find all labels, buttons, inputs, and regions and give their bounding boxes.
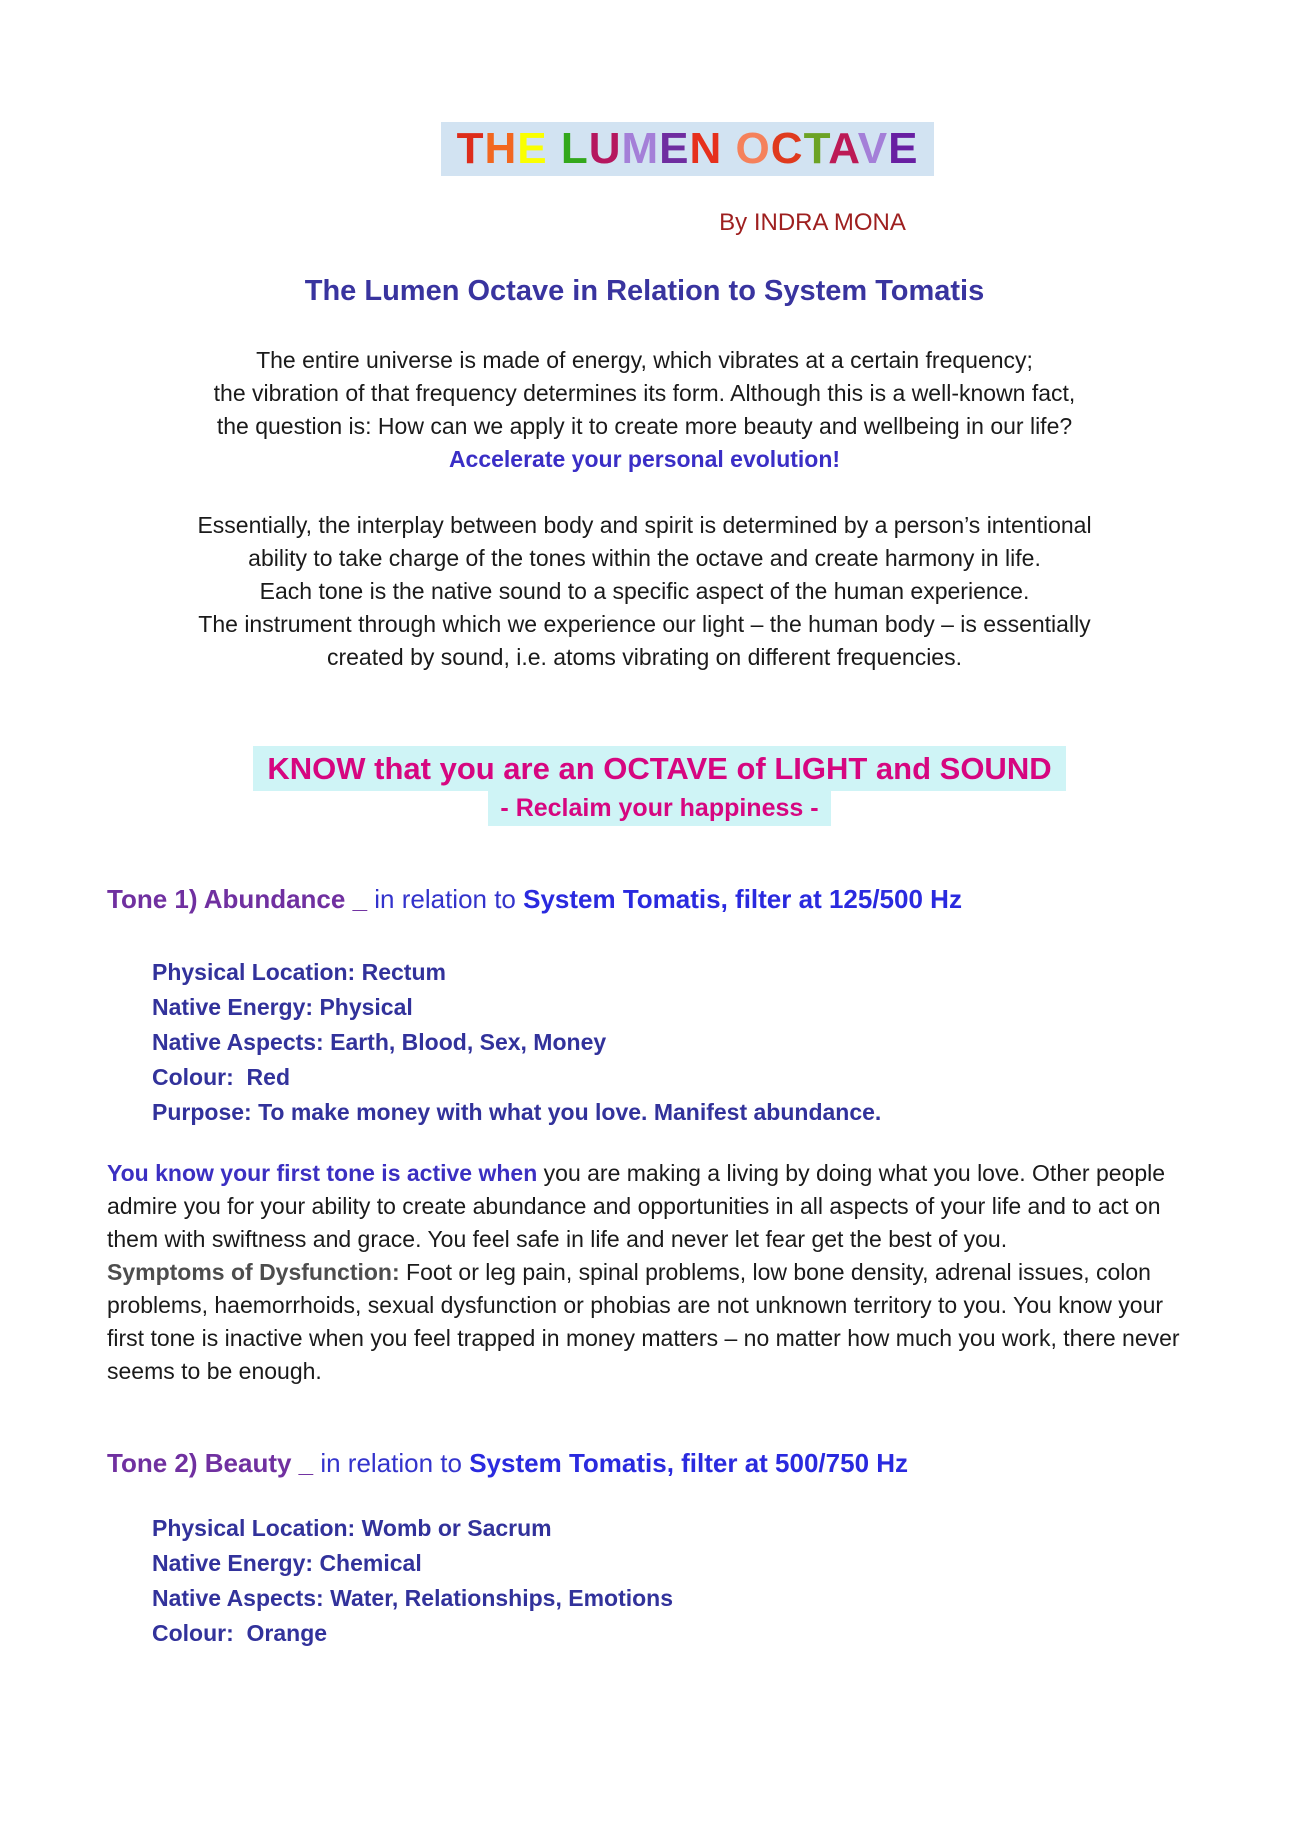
title-letter-space [722,124,735,173]
tone1-active-paragraph [107,1157,1182,1256]
tone2-attributes [152,1511,1182,1651]
attribute-line: Native Energy: Physical [152,994,413,1020]
attribute-line: Native Energy: Chemical [152,1550,422,1576]
intro2-line: Essentially, the interplay between body and spirit is determined by a person’s intentional [197,512,1092,538]
tone1-attributes [152,955,1182,1130]
attribute-line: Colour: Orange [152,1620,328,1646]
title-letter-space [548,124,561,173]
attribute-line: Native Aspects: Earth, Blood, Sex, Money [152,1029,607,1055]
byline: By INDRA MONA [719,209,906,236]
title-letter: T [456,124,485,173]
attribute-line: Physical Location: Rectum [152,959,446,985]
intro2-line: created by sound, i.e. atoms vibrating on different frequencies. [326,644,962,670]
title-letter: T [803,124,829,173]
tone1-active-lead: You know your first tone is active when [107,1160,538,1186]
know-banner: KNOW that you are an OCTAVE of LIGHT and SOUND [253,746,1065,791]
attribute-line: Native Aspects: Water, Relationships, Emotions [152,1585,674,1611]
tone1-dysfunction-paragraph [107,1256,1182,1388]
tone1-active-text: you are making a living by doing what you love. Other people admire you for your ability to create abundance and opportunities in all aspects of your life and to act on them with swiftness and grace. You feel safe in life and never let fear get the best of you. [107,1160,1166,1252]
intro1-line: the vibration of that frequency determines its form. Although this is a well-known fact, [213,380,1076,406]
tone1-connector: in relation to [367,884,524,914]
document-title [107,122,1182,176]
title-letter: N [689,124,723,173]
intro2-line: ability to take charge of the tones within the octave and create harmony in life. [248,545,1041,571]
reclaim-banner: - Reclaim your happiness - [488,791,830,826]
intro1-line: The entire universe is made of energy, which vibrates at a certain frequency; [256,347,1033,373]
tone1-title: Tone 1) Abundance _ [107,884,368,914]
title-letter: U [588,124,622,173]
tone2-filter: System Tomatis, filter at 500/750 Hz [469,1448,909,1478]
attribute-line: Physical Location: Womb or Sacrum [152,1515,552,1541]
tone1-dysfunction-text: Foot or leg pain, spinal problems, low bone density, adrenal issues, colon problems, haemorrhoids, sexual dysfunction or phobias are not unknown territory to you. You know your first tone is inactive when you feel trapped in money matters – no matter how much you work, there never seems to be enough. [107,1259,1180,1384]
title-letter: O [735,124,771,173]
intro2-line: Each tone is the native sound to a specific aspect of the human experience. [259,578,1030,604]
reclaim-banner-row [107,791,1182,826]
tone2-heading [107,1445,1182,1481]
title-letter: E [888,124,919,173]
title-letter: V [857,124,889,173]
tone1-dysfunction-lead: Symptoms of Dysfunction: [107,1259,400,1285]
tone1-filter: System Tomatis, filter at 125/500 Hz [523,884,962,914]
title-letter: L [560,124,589,173]
intro2-line: The instrument through which we experience our light – the human body – is essentially [198,611,1091,637]
title-letter: A [828,124,858,173]
intro1-line: the question is: How can we apply it to create more beauty and wellbeing in our life? [216,413,1073,439]
title-highlight [441,122,935,176]
attribute-line: Colour: Red [152,1064,290,1090]
accelerate-line: Accelerate your personal evolution! [448,446,841,472]
tone1-heading [107,881,1182,917]
title-letter: E [659,124,690,173]
attribute-line: Purpose: To make money with what you love. Manifest abundance. [152,1099,882,1125]
know-banner-row [107,746,1182,791]
title-letter: E [517,124,548,173]
tone2-title: Tone 2) Beauty _ [107,1448,314,1478]
intro-paragraph-1 [107,344,1182,476]
tone2-connector: in relation to [313,1448,470,1478]
title-letter: H [484,124,518,173]
title-letter: C [770,124,804,173]
title-letter: M [621,124,660,173]
intro-paragraph-2 [107,509,1182,674]
page-title: The Lumen Octave in Relation to System Tomatis [304,275,985,307]
